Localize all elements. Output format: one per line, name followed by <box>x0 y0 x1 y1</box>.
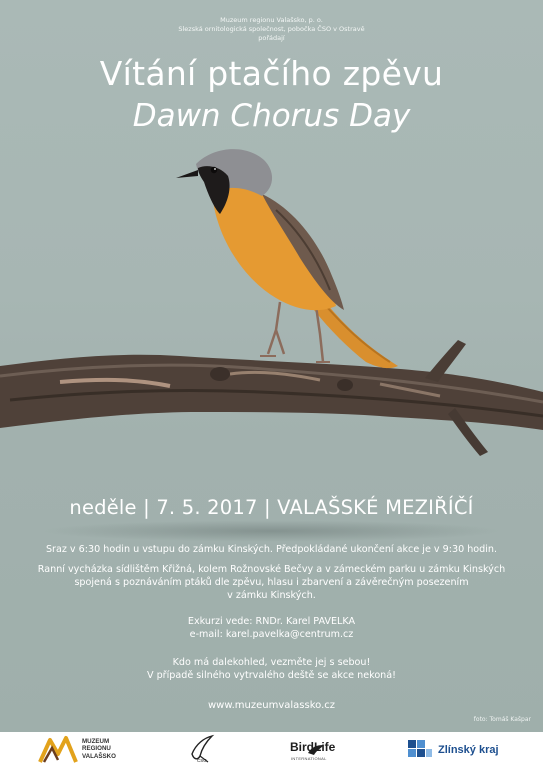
birdlife-logo-subtext: INTERNATIONAL <box>291 756 327 761</box>
birdlife-logo-text: BirdLife <box>290 740 336 754</box>
description-line-2: spojená s poznáváním ptáků dle zpěvu, hlasu i zbarvení a závěrečným posezením <box>74 577 469 588</box>
description-line-3: v zámku Kinských. <box>227 590 316 601</box>
zlin-region-logo-icon <box>406 732 436 768</box>
photo-credit: foto: Tomáš Kašpar <box>473 716 531 723</box>
description-line-1: Ranní vycházka sídlištěm Křižná, kolem Rožnovské Bečvy a v zámeckém parku u zámku Kinských <box>37 564 506 575</box>
organizer-line-1: Muzeum regionu Valašsko, p. o. <box>220 16 323 24</box>
partner-logo-bar <box>0 732 543 768</box>
organizer-line-2: Slezská ornitologická společnost, pobočka ČSO v Ostravě <box>178 25 365 33</box>
meeting-info: Sraz v 6:30 hodin u vstupu do zámku Kinských. Předpokládané ukončení akce je v 9:30 hodin. <box>45 544 498 555</box>
title-english: Dawn Chorus Day <box>132 98 411 134</box>
title-czech: Vítání ptačího zpěvu <box>99 54 444 93</box>
organizers <box>0 16 543 43</box>
note-line-2: V případě silného vytrvalého deště se akce nekoná! <box>146 670 396 681</box>
event-date-place: neděle | 7. 5. 2017 | VALAŠSKÉ MEZIŘÍČÍ <box>69 496 474 519</box>
description <box>20 563 523 602</box>
muzeum-logo-text <box>82 738 116 760</box>
zlin-region-logo-text: Zlínský kraj <box>438 744 499 756</box>
cso-logo-text: ČSO <box>197 758 207 763</box>
decorative-shadow <box>40 520 503 542</box>
redstart-bird-icon <box>176 149 398 368</box>
muzeum-logo-line-1: MUZEUM <box>82 738 110 745</box>
notes <box>20 656 523 682</box>
guide-email: e-mail: karel.pavelka@centrum.cz <box>189 629 354 640</box>
guide-info: Exkurzi vede: RNDr. Karel PAVELKA <box>187 616 356 627</box>
muzeum-logo-line-2: REGIONU <box>82 745 111 753</box>
bird-on-branch-illustration <box>0 130 543 470</box>
muzeum-logo-line-3: VALAŠSKO <box>82 752 116 760</box>
organizer-line-3: pořádají <box>258 34 285 42</box>
tree-branch-icon <box>0 340 543 456</box>
website-link[interactable]: www.muzeumvalassko.cz <box>207 700 336 711</box>
note-line-1: Kdo má dalekohled, vezměte jej s sebou! <box>172 657 371 668</box>
muzeum-logo-icon <box>36 732 80 768</box>
